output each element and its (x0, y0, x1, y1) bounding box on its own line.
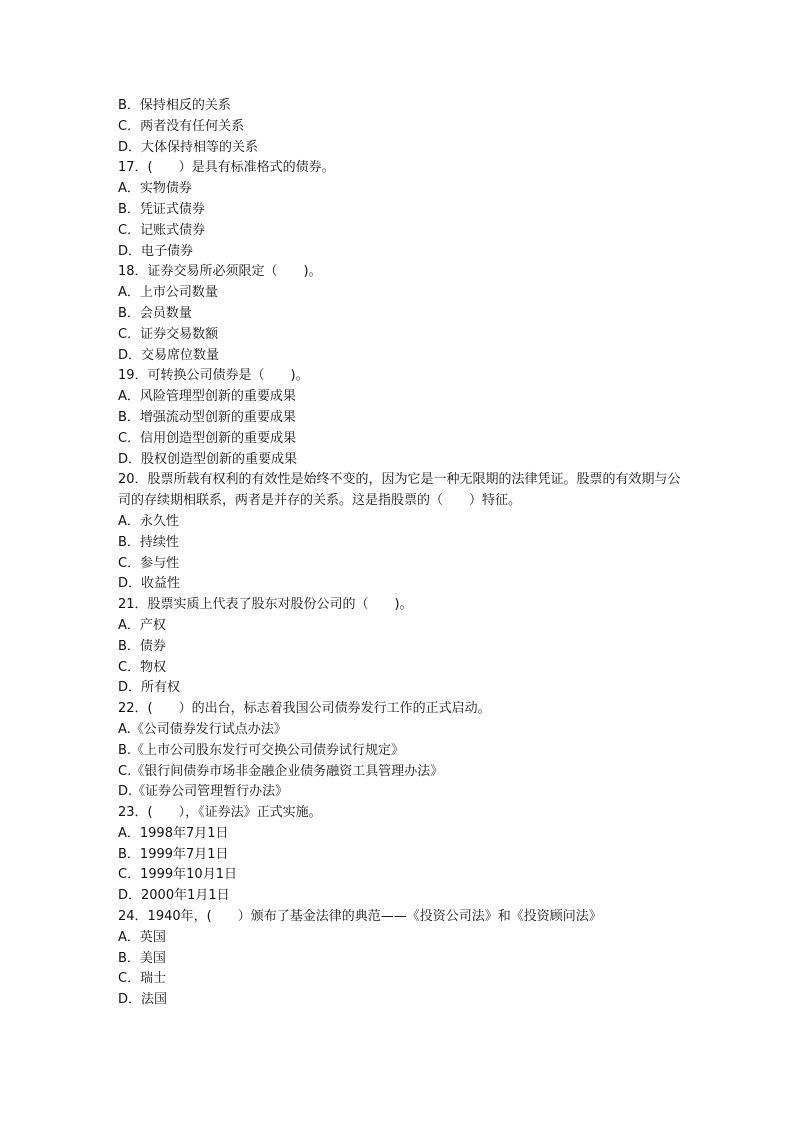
option-line: C.《银行间债券市场非金融企业债务融资工具管理办法》 (118, 763, 444, 779)
question-stem: 22．( ）的出台，标志着我国公司债券发行工作的正式启动。 (118, 701, 491, 717)
option-line: B．美国 (118, 950, 166, 966)
option-line: D．法国 (118, 992, 168, 1008)
option-line: D．电子债券 (118, 243, 194, 259)
option-line: C．证券交易数额 (118, 326, 219, 342)
option-line: D．股权创造型创新的重要成果 (118, 451, 298, 467)
option-line: A．上市公司数量 (118, 285, 218, 301)
option-line: B．会员数量 (118, 305, 192, 321)
question-17 (118, 158, 688, 262)
option-line: B．持续性 (118, 534, 179, 550)
option-line: C．信用创造型创新的重要成果 (118, 430, 297, 446)
question-23 (118, 803, 688, 907)
question-21 (118, 595, 688, 699)
question-18 (118, 262, 688, 366)
option-line: D．大体保持相等的关系 (118, 139, 259, 155)
option-line: D.《证券公司管理暂行办法》 (118, 784, 289, 800)
continued-options (118, 96, 688, 158)
option-line: B.《上市公司股东发行可交换公司债券试行规定》 (118, 742, 405, 758)
question-20 (118, 470, 688, 595)
question-19 (118, 366, 688, 470)
option-line: D．所有权 (118, 680, 181, 696)
option-line: B．增强流动型创新的重要成果 (118, 409, 296, 425)
question-stem: 24．1940年，( ）颁布了基金法律的典范——《投资公司法》和《投资顾问法》 (118, 909, 602, 925)
option-line: D．交易席位数量 (118, 347, 220, 363)
option-line: B．凭证式债券 (118, 201, 205, 217)
option-line: C．1999年10月1日 (118, 867, 237, 883)
option-line: A．实物债券 (118, 181, 192, 197)
question-stem: 19．可转换公司债券是（ )。 (118, 368, 309, 384)
exam-content (118, 96, 688, 1011)
question-stem: 20．股票所载有权利的有效性是始终不变的，因为它是一种无限期的法律凭证。股票的有效期与公司的存续期相联系，两者是并存的关系。这是指股票的（ ）特征。 (118, 472, 681, 509)
option-line: B．1999年7月1日 (118, 846, 229, 862)
question-stem: 23．( ），《证券法》正式实施。 (118, 805, 322, 821)
option-line: C．物权 (118, 659, 167, 675)
option-line: C．两者没有任何关系 (118, 118, 245, 134)
question-22 (118, 699, 688, 803)
option-line: A.《公司债券发行试点办法》 (118, 721, 287, 737)
option-line: D．2000年1月1日 (118, 888, 230, 904)
question-stem: 17．( ）是具有标准格式的债券。 (118, 160, 335, 176)
option-line: C．记账式债券 (118, 222, 206, 238)
option-line: B．保持相反的关系 (118, 98, 231, 113)
option-line: A．英国 (118, 929, 166, 945)
option-line: C．参与性 (118, 555, 180, 571)
option-line: A．产权 (118, 617, 166, 633)
option-line: A．风险管理型创新的重要成果 (118, 389, 296, 405)
option-line: A．永久性 (118, 513, 179, 529)
option-line: A．1998年7月1日 (118, 825, 229, 841)
option-line: D．收益性 (118, 576, 181, 592)
question-stem: 21．股票实质上代表了股东对股份公司的（ )。 (118, 597, 413, 613)
question-24 (118, 907, 688, 1011)
option-line: B．债券 (118, 638, 166, 654)
question-stem: 18．证券交易所必须限定（ )。 (118, 264, 322, 280)
option-line: C．瑞士 (118, 971, 167, 987)
